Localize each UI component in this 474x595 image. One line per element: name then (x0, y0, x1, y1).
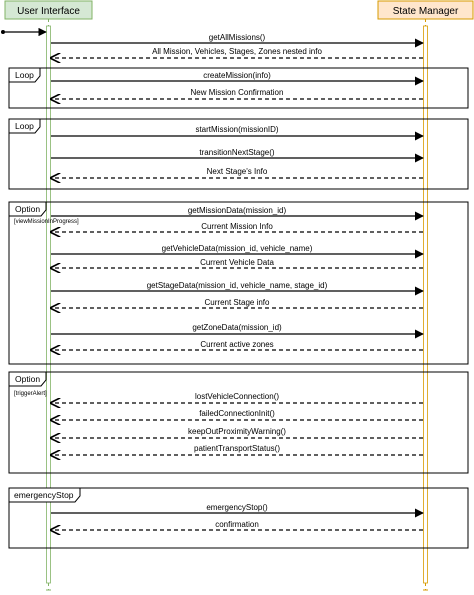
message-0-label: getAllMissions() (208, 33, 266, 42)
message-7-label: getMissionData(mission_id) (187, 206, 287, 215)
message-17-label: keepOutProximityWarning() (188, 427, 286, 436)
message-19-label: emergencyStop() (206, 503, 268, 512)
participant-label-ui: User Interface (17, 6, 80, 17)
fragment-label: Loop (15, 121, 34, 131)
fragment-option-2 (9, 372, 468, 473)
message-9-label: getVehicleData(mission_id, vehicle_name) (161, 244, 313, 253)
message-1-label: All Mission, Vehicles, Stages, Zones nested info (152, 47, 322, 56)
message-8-label: Current Mission Info (201, 222, 273, 231)
entry-message (1, 30, 46, 34)
participant-label-state: State Manager (392, 6, 459, 17)
message-13-label: getZoneData(mission_id) (192, 323, 282, 332)
entry-dot (1, 30, 5, 34)
fragment-label: emergencyStop (14, 490, 74, 500)
activation-state (424, 26, 428, 583)
message-5-label: transitionNextStage() (199, 148, 275, 157)
message-3-label: New Mission Confirmation (190, 88, 284, 97)
message-4-label: startMission(missionID) (195, 125, 279, 134)
message-14-label: Current active zones (200, 340, 274, 349)
fragment-frame (9, 372, 468, 473)
participant-user-interface (5, 1, 92, 19)
message-11-label: getStageData(mission_id, vehicle_name, stage_id) (146, 281, 328, 290)
participant-state-manager (378, 1, 473, 19)
message-16-label: failedConnectionInit() (199, 409, 275, 418)
fragment-emergency-stop (9, 488, 468, 548)
message-2-label: createMission(info) (203, 71, 271, 80)
message-6-label: Next Stage's Info (206, 167, 268, 176)
message-15-label: lostVehicleConnection() (194, 392, 280, 401)
fragment-guard: [triggerAlert] (14, 391, 47, 397)
message-20-label: confirmation (215, 520, 259, 529)
fragment-label: Loop (15, 70, 34, 80)
message-10-label: Current Vehicle Data (200, 258, 274, 267)
fragment-guard: [viewMissionInProgress] (14, 219, 79, 225)
message-18-label: patientTransportStatus() (194, 444, 280, 453)
fragment-label: Option (15, 374, 41, 384)
message-12-label: Current Stage info (204, 298, 270, 307)
fragment-label: Option (15, 204, 41, 214)
